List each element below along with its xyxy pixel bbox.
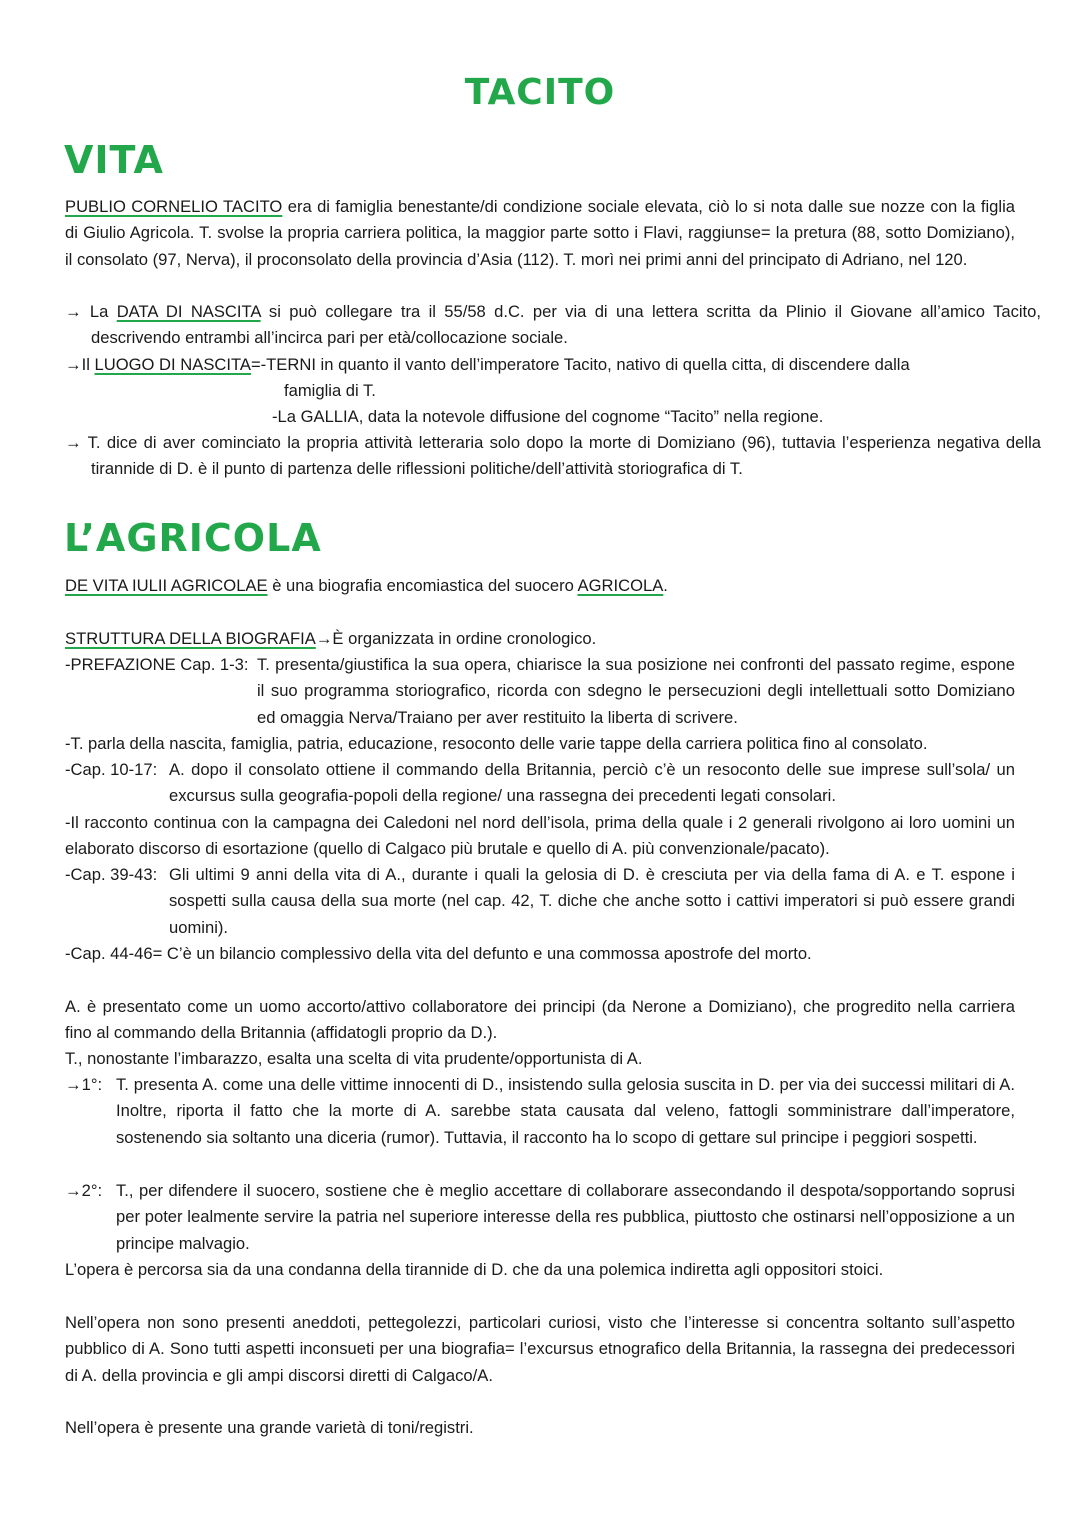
cap10-label: -Cap. 10-17: [65,760,162,779]
birthplace-label: LUOGO DI NASCITA [94,355,251,374]
birthplace-text: =-TERNI in quanto il vanto dell’imperatore Tacito, nativo di quella citta, di discendere dalla [250,355,910,374]
vita-intro-paragraph [65,194,1015,273]
structure-nascita: -T. parla della nascita, famiglia, patria, educazione, resoconto delle varie tappe della carriera politica fino al consolato. [65,734,928,753]
cap39-label: -Cap. 39-43: [65,865,162,884]
bullet-arrow: → La [65,302,117,321]
birthplace-gallia: -La GALLIA, data la notevole diffusione del cognome “Tacito” nella regione. [272,407,824,426]
point-2 [65,1178,1015,1257]
agricola-name: AGRICOLA [577,576,664,595]
prefazione-label: -PREFAZIONE Cap. 1-3: [65,655,254,674]
prefazione-text: T. presenta/giustifica la sua opera, chiarisce la sua posizione nei confronti del passato regime, espone il suo programma storiografico, ricorda con sdegno le persecuzioni degli intellettuali sotto Domiziano ed omaggia Nerva/Traiano per aver restituito la liberta di scrivere. [257,655,1015,727]
heading-vita: VITA [64,138,164,182]
structure-racconto: -Il racconto continua con la campagna dei Caledoni nel nord dell’isola, prima della quale i 2 generali rivolgono ai loro uomini un elaborato discorso di esortazione (quello di Calgaco più brutale e quello di A. più convenzionale/pacato). [65,813,1015,859]
vita-bullet-birthplace [65,352,1015,378]
intro-end: . [663,576,668,595]
structure-prefazione [65,652,1015,731]
agricola-opera: L’opera è percorsa sia da una condanna della tirannide di D. che da una polemica indiretta agli oppositori stoici. [65,1260,884,1279]
agricola-toni: Nell’opera è presente una grande varietà di toni/registri. [65,1418,474,1437]
structure-text: →È organizzata in ordine cronologico. [315,629,597,648]
point-1-text: T. presenta A. come una delle vittime innocenti di D., insistendo sulla gelosia suscita in D. per via dei successi militari di A. Inoltre, riporta il fatto che la morte di A. sarebbe stata causata dal veleno, fattogli somministrare dall’imperatore, sostenendo sia soltanto una diceria (rumor). Tuttavia, il racconto ha lo scopo di gettare sul principe i peggiori sospetti. [116,1075,1015,1147]
structure-line [65,626,1015,652]
cap39-text: Gli ultimi 9 anni della vita di A., durante i quali la gelosia di D. è cresciuta per via della fama di A. e T. espone i sospetti sulla causa della sua morte (nel cap. 42, T. diche che anche sotto i cattivi imperatori si può essere grandi uomini). [169,865,1015,937]
structure-cap44: -Cap. 44-46= C’è un bilancio complessivo della vita del defunto e una commossa apostrofe del morto. [65,944,812,963]
point-2-text: T., per difendere il suocero, sostiene che è meglio accettare di collaborare assecondando il despota/sopportando soprusi per poter lealmente servire la patria nel superiore interesse della res pubblica, piuttosto che ostinarsi nell’opposizione a un principe malvagio. [116,1181,1015,1253]
name-underlined: PUBLIO CORNELIO TACITO [65,197,283,216]
intro-text: è una biografia encomiastica del suocero [267,576,578,595]
work-title: DE VITA IULII AGRICOLAE [65,576,268,595]
agricola-presentation: A. è presentato come un uomo accorto/attivo collaboratore dei principi (da Nerone a Domiziano), che progredito nella carriera fino al commando della Britannia (affidatogli proprio da D.). [65,997,1015,1043]
birthdate-label: DATA DI NASCITA [116,302,261,321]
agricola-aneddoti: Nell’opera non sono presenti aneddoti, pettegolezzi, particolari curiosi, visto che l’interesse si concentra soltanto sull’aspetto pubblico di A. Sono tutti aspetti inconsueti per una biografia= l’excursus etnografico della Britannia, la rassegna dei predecessori di A. della provincia e gli ampi discorsi diretti di Calgaco/A. [65,1313,1015,1385]
vita-intro-text: era di famiglia benestante/di condizione sociale elevata, ciò lo si nota dalle sue nozze con la figlia di Giulio Agricola. T. svolse la propria carriera politica, la maggior parte sotto i Flavi, raggiunse= la pretura (88, sotto Domiziano), il consolato (97, Nerva), il proconsolato della provincia d’Asia (112). T. morì nei primi anni del principato di Adriano, nel 120. [65,197,1015,269]
cap10-text: A. dopo il consolato ottiene il commando della Britannia, perciò c’è un resoconto delle sue imprese sull’sola/ un excursus sulla geografia-popoli della regione/ una rassegna dei precedenti legati consolari. [169,760,1015,806]
point-1-label: →1°: [65,1075,107,1094]
structure-cap39 [65,862,1015,941]
heading-agricola: L’AGRICOLA [64,516,322,560]
point-1 [65,1072,1015,1151]
birthplace-continuation: famiglia di T. [284,381,376,400]
structure-label: STRUTTURA DELLA BIOGRAFIA [65,629,316,648]
vita-bullet-birthdate [65,299,1041,352]
page-title: TACITO [464,72,616,113]
vita-bullet-activity: → T. dice di aver cominciato la propria attività letteraria solo dopo la morte di Domiziano (96), tuttavia l’esperienza negativa della tirannide di D. è il punto di partenza delle riflessioni politiche/dell’attività storiografica di T. [65,433,1041,479]
agricola-intro [65,573,1015,599]
structure-cap10 [65,757,1015,810]
point-2-label: →2°: [65,1181,107,1200]
bullet-arrow: →Il [65,355,95,374]
birthdate-text: si può collegare tra il 55/58 d.C. per via di una lettera scritta da Plinio il Giovane all’amico Tacito, descrivendo entrambi all’incirca pari per età/collocazione sociale. [91,302,1041,348]
agricola-imbarazzo: T., nonostante l’imbarazzo, esalta una scelta di vita prudente/opportunista di A. [65,1049,643,1068]
